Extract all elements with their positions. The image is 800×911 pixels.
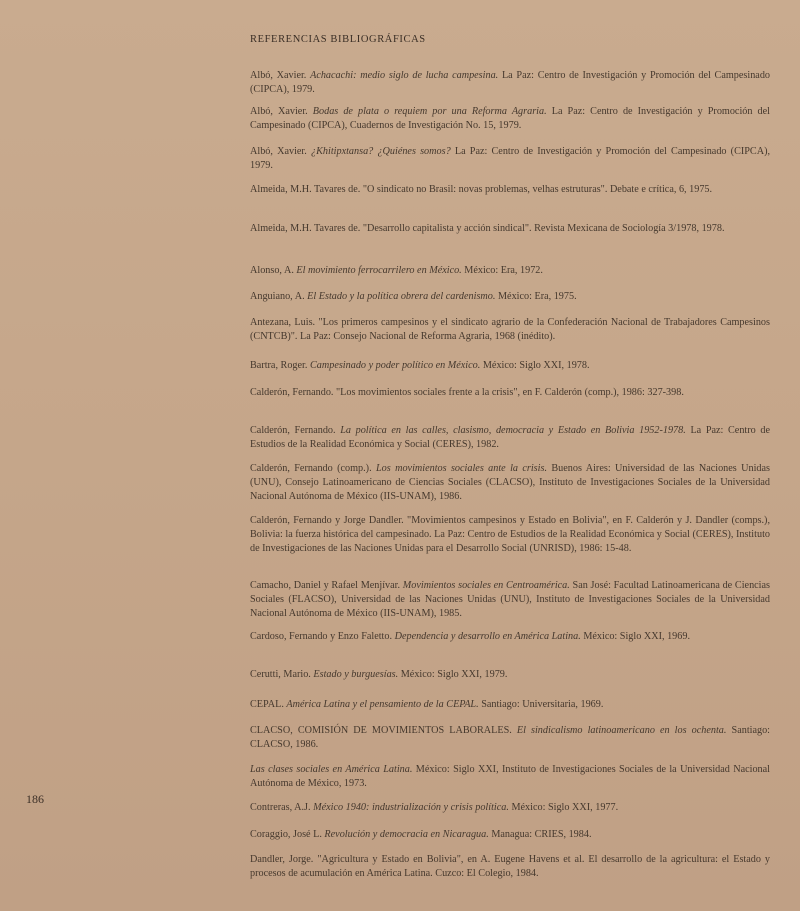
reference-item: Camacho, Daniel y Rafael Menjívar. Movimientos sociales en Centroamérica. San José: Facultad Latinoamericana de Ciencias Sociales (FLACSO), Universidad de las Naciones Unidas (UNU), Instituto de Investigaciones Sociales de la Universidad Nacional Autónoma de México (IIS-UNAM), 1985.	[250, 580, 770, 619]
reference-item: Albó, Xavier. Achacachi: medio siglo de lucha campesina. La Paz: Centro de Investigación y Promoción del Campesinado (CIPCA), 1979.	[250, 70, 771, 95]
reference-item: Contreras, A.J. México 1940: industrialización y crisis política. México: Siglo XXI, 1977.	[250, 802, 619, 813]
reference-item: Almeida, M.H. Tavares de. "Desarrollo capitalista y acción sindical". Revista Mexicana de Sociología 3/1978, 1978.	[250, 223, 725, 234]
reference-item: Calderón, Fernando (comp.). Los movimientos sociales ante la crisis. Buenos Aires: Universidad de las Naciones Unidas (UNU), Consejo Latinoamericano de Ciencias Sociales (CLACSO), Instituto de Investigaciones Sociales de la Universidad Nacional Autónoma de México (IIS-UNAM), 1986.	[250, 463, 770, 502]
reference-item: Antezana, Luis. "Los primeros campesinos y el sindicato agrario de la Confederación Nacional de Trabajadores Campesinos (CNTCB)". La Paz: Consejo Nacional de Reforma Agraria, 1968 (inédito).	[250, 317, 770, 342]
reference-item: Almeida, M.H. Tavares de. "O sindicato no Brasil: novas problemas, velhas estruturas". Debate e crítica, 6, 1975.	[250, 184, 713, 195]
reference-item: Calderón, Fernando. "Los movimientos sociales frente a la crisis", en F. Calderón (comp.), 1986: 327-398.	[250, 387, 684, 398]
reference-item: Calderón, Fernando. La política en las calles, clasismo, democracia y Estado en Bolivia 1952-1978. La Paz: Centro de Estudios de la Realidad Económica y Social (CERES), 1982.	[250, 425, 770, 450]
reference-item: Anguiano, A. El Estado y la política obrera del cardenismo. México: Era, 1975.	[250, 291, 577, 302]
reference-item: Albó, Xavier. ¿Khitipxtansa? ¿Quiénes somos? La Paz: Centro de Investigación y Promoción del Campesinado (CIPCA), 1979.	[250, 146, 771, 171]
reference-item: Dandler, Jorge. "Agricultura y Estado en Bolivia", en A. Eugene Havens et al. El desarrollo de la agricultura: el Estado y procesos de acumulación en América Latina. Cuzco: El Colegio, 1984.	[250, 854, 770, 879]
page-number: 186	[26, 792, 44, 806]
reference-item: Alonso, A. El movimiento ferrocarrilero en México. México: Era, 1972.	[250, 265, 543, 276]
reference-item: Bartra, Roger. Campesinado y poder político en México. México: Siglo XXI, 1978.	[250, 360, 590, 371]
reference-item: Albó, Xavier. Bodas de plata o requiem por una Reforma Agraria. La Paz: Centro de Investigación y Promoción del Campesinado (CIPCA), Cuadernos de Investigación No. 15, 1979.	[250, 106, 770, 131]
reference-item: CEPAL. América Latina y el pensamiento de la CEPAL. Santiago: Universitaria, 1969.	[250, 699, 604, 710]
page-heading: REFERENCIAS BIBLIOGRÁFICAS	[250, 34, 426, 45]
reference-item: Las clases sociales en América Latina. México: Siglo XXI, Instituto de Investigaciones Sociales de la Universidad Nacional Autónoma de México, 1973.	[250, 764, 771, 789]
reference-item: Cardoso, Fernando y Enzo Faletto. Dependencia y desarrollo en América Latina. México: Siglo XXI, 1969.	[250, 631, 690, 642]
reference-item: CLACSO, COMISIÓN DE MOVIMIENTOS LABORALES. El sindicalismo latinoamericano en los ochenta. Santiago: CLACSO, 1986.	[250, 725, 771, 750]
reference-item: Coraggio, José L. Revolución y democracia en Nicaragua. Managua: CRIES, 1984.	[250, 829, 592, 840]
reference-item: Cerutti, Mario. Estado y burguesías. México: Siglo XXI, 1979.	[250, 669, 508, 680]
reference-item: Calderón, Fernando y Jorge Dandler. "Movimientos campesinos y Estado en Bolivia", en F. Calderón y J. Dandler (comps.), Bolivia: la fuerza histórica del campesinado. La Paz: Centro de Estudios de la Realidad Económica y Social (CERES), Instituto de Investigaciones de las Naciones Unidas para el Desarrollo Social (UNRISD), 1986: 15-48.	[250, 515, 770, 554]
